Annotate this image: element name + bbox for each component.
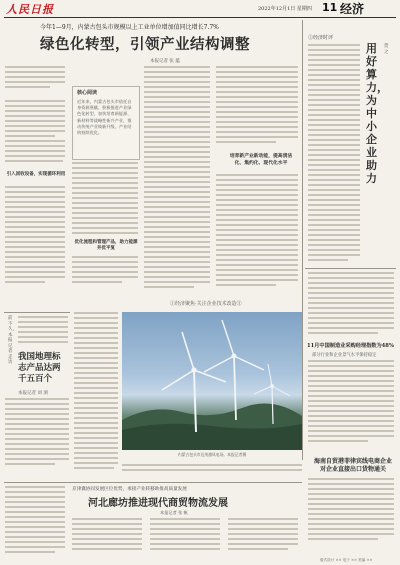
lead-subhead-2: 优化流程和管理产品，助力能源并优平复	[74, 240, 138, 251]
lead-col-1c	[5, 186, 65, 296]
left-article-body	[5, 398, 69, 478]
lead-col-3	[144, 66, 210, 296]
lead-kicker: 今年1—9月，内蒙古包头市规模以上工业单位增加值同比增长7.7%	[40, 24, 219, 31]
bottom-article-kicker: 京津冀协同发展区位优势，承接产业转移助推高质量发展	[72, 487, 187, 492]
issue-date: 2022年12月1日 星期四	[258, 6, 312, 12]
section-name: 经济	[340, 2, 365, 16]
left-article-body-top	[18, 316, 68, 356]
lead-byline: 本报记者 张 蕴	[150, 59, 180, 64]
left-article-top-rule	[4, 312, 70, 313]
right-news1-body	[308, 360, 394, 450]
bottom-article-headline: 河北廊坊推进现代商贸物流发展	[88, 498, 228, 509]
column-divider	[302, 20, 303, 460]
right-news1-body-top	[308, 272, 394, 342]
bottom-left-body	[5, 486, 65, 556]
right-lower-rule	[305, 268, 396, 269]
page-number: 11	[322, 1, 338, 14]
lead-col-1	[5, 66, 65, 96]
left-article-byline: 本报记者 刘 浏	[18, 391, 48, 396]
core-reading-title: 核心阅读	[77, 90, 98, 96]
core-reading-box	[72, 86, 140, 160]
photo-side-text	[122, 458, 302, 478]
bottom-article-rule	[4, 482, 302, 483]
lead-headline: 绿色化转型，引领产业结构调整	[40, 37, 250, 53]
side-byline: 贺 之	[384, 44, 389, 55]
bottom-article-byline: 本报记者 张 帆	[160, 510, 188, 515]
side-tag: ②经济时评	[308, 35, 334, 41]
core-reading-text: 近年来，内蒙古包头市依托自身资源禀赋，积极推进产业绿色化转型，加快培育新能源、新材料等战略性新兴产业，推动传统产业焕新升级，产业结构持续优化。	[77, 99, 132, 136]
wind-turbines-illustration	[122, 312, 302, 450]
left-article-kicker: 前不久，本报记者走访	[8, 316, 17, 365]
left-article-headline: 我国地理标志产品达两千五百个	[18, 352, 61, 384]
footer-strip: 版式设计 ×× 电子 ×× 美编 ××	[320, 558, 373, 562]
right-news2-body	[308, 478, 394, 558]
wind-farm-photo	[122, 312, 302, 450]
lead-col-4b	[216, 174, 298, 294]
newspaper-logo: 人民日报	[6, 3, 54, 16]
lead-subhead-3: 培育新产业新动能，提高清洁化、集约化、现代化水平	[229, 153, 293, 166]
bottom-article-body	[72, 518, 300, 558]
right-news1-headline: 11月中国制造业采购经理指数为48%	[307, 343, 394, 349]
side-headline: 用好算力，为中小企业助力	[366, 42, 388, 185]
masthead-rule	[4, 17, 396, 18]
masthead	[0, 0, 400, 18]
right-news2-headline: 海南自贸港菲律宾线电商企业对企业直接出口货物通关	[313, 458, 392, 473]
lead-col-1b	[5, 100, 65, 170]
photo-caption: 内蒙古包头市达茂旗风电场。本报记者摄	[177, 452, 247, 457]
side-text-col	[308, 44, 360, 264]
lead-col-4	[216, 66, 298, 150]
lead-subhead-1: 引入回收设备，实现循环利用	[6, 172, 66, 177]
right-news1-subhead: 部分行业和企业景气水平保持稳定	[312, 353, 377, 358]
lead-series-footer: ①经济聚焦·关注企业技术改造③	[170, 301, 242, 307]
lead-col-2b	[72, 256, 138, 296]
